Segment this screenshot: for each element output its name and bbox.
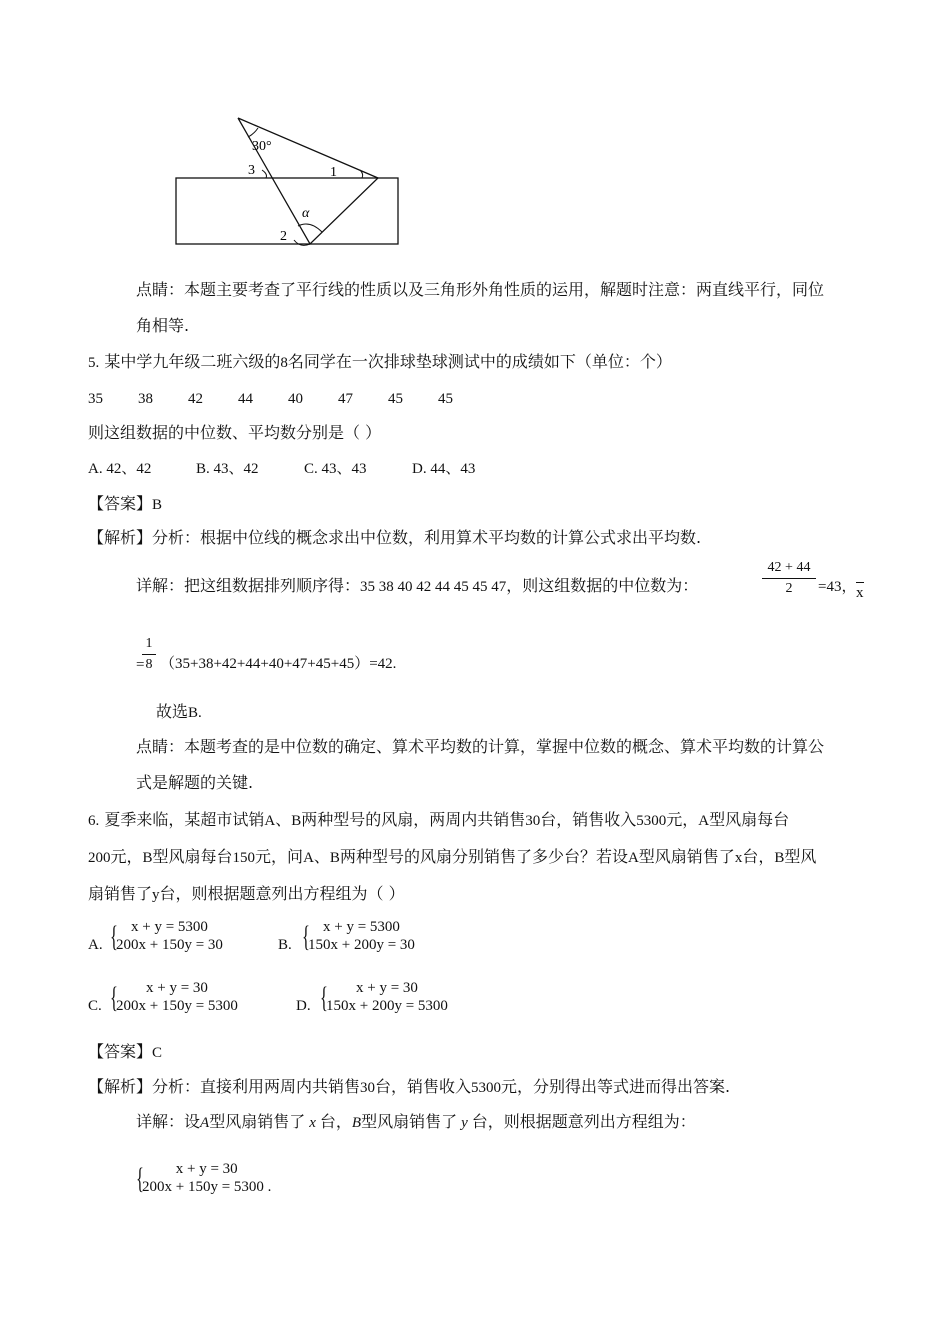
q4-comment-line2: 角相等. — [136, 316, 190, 335]
q6-analysis-n1: 30 — [360, 1080, 376, 1096]
q5-analysis-text: 分析：根据中位线的概念求出中位数，利用算术平均数的计算公式求出平均数. — [152, 528, 702, 547]
label-1: 1 — [330, 165, 337, 180]
q6-final-brace: { — [136, 1162, 144, 1195]
q5-data-1: 35 — [88, 391, 103, 407]
q5-detail-mid: ，则这组数据的中位数为： — [506, 576, 699, 595]
q6-detail-B: B — [351, 1115, 362, 1131]
q6-l3-t2: 台，则根据题意列出方程组为（ ） — [159, 884, 405, 903]
label-2: 2 — [280, 229, 287, 244]
q6-option-c-system — [116, 979, 238, 1015]
q5-data-4: 44 — [238, 391, 253, 407]
q6-analysis-n2: 5300 — [471, 1080, 502, 1096]
triangle — [238, 118, 378, 244]
q6-option-d-eq2: 150x + 200y = 5300 — [326, 998, 448, 1014]
q5-comment-line1: 点睛：本题考查的是中位数的确定、算术平均数的计算，掌握中位数的概念、算术平均数的计算公 — [136, 737, 825, 756]
angle-3-arc — [262, 170, 267, 178]
q6-answer-value: C — [152, 1045, 163, 1061]
geometry-figure — [170, 112, 410, 252]
q6-stem-line3 — [88, 884, 405, 904]
q6-l2-200: 200 — [88, 850, 111, 866]
q6-detail-y: y — [461, 1115, 468, 1131]
q5-data-6: 47 — [338, 391, 353, 407]
q6-option-a-eq1: x + y = 5300 — [131, 919, 208, 935]
q6-l1-sep: 、 — [275, 810, 292, 829]
q5-number: 5. — [88, 355, 100, 371]
q5-median-result: =43， — [818, 579, 857, 595]
q5-sorted-data: 35 38 40 42 44 45 45 47 — [360, 579, 507, 595]
q6-answer — [88, 1042, 162, 1062]
q6-option-d-system — [326, 979, 448, 1015]
q5-data-8: 45 — [438, 391, 453, 407]
q6-l2-t3: 元，问 — [255, 847, 304, 866]
q6-l2-A2: A — [627, 850, 639, 866]
q6-l2-A: A — [303, 850, 314, 866]
q6-l2-150: 150 — [232, 850, 256, 866]
q6-l1-text1: 夏季来临，某超市试销 — [104, 810, 265, 829]
q6-l1-text5: 型风扇每台 — [709, 810, 790, 829]
q5-choose — [156, 702, 202, 722]
q5-data-3: 42 — [188, 391, 203, 407]
q6-number: 6. — [88, 813, 100, 829]
q6-final-eq2-text: 200x + 150y = 5300 — [142, 1179, 264, 1195]
q5-choose-label: 故选 — [156, 702, 189, 721]
q5-data-5: 40 — [288, 391, 303, 407]
q6-analysis-a: 分析：直接利用两周内共销售 — [152, 1077, 361, 1096]
q6-l2-B: B — [142, 850, 153, 866]
q5-analysis — [88, 528, 701, 547]
q6-answer-label: 【答案】 — [88, 1042, 153, 1061]
q5-choose-value: B. — [188, 705, 202, 721]
q5-data-2: 38 — [138, 391, 153, 407]
q5-xbar — [856, 582, 864, 602]
q6-l1-B: B — [291, 813, 302, 829]
angle-30-arc — [248, 128, 258, 137]
q6-option-c-brace: { — [110, 981, 118, 1014]
q5-answer — [88, 494, 162, 514]
q5-stem-n: 8 — [280, 355, 288, 371]
q6-option-c-label: C. — [88, 998, 102, 1014]
q6-option-b-eq1: x + y = 5300 — [323, 919, 400, 935]
q5-mean-eq: = — [136, 657, 145, 673]
q6-l2-B2: B — [329, 850, 340, 866]
q5-mean-expression: （35+38+42+44+40+47+45+45）=42. — [160, 656, 397, 672]
q6-final-eq1: x + y = 30 — [175, 1161, 238, 1177]
q6-option-b-label: B. — [278, 937, 292, 953]
label-3: 3 — [248, 163, 255, 178]
q6-option-a-label: A. — [88, 937, 103, 953]
q5-frac-denominator: 2 — [785, 581, 793, 596]
q6-option-a-system — [116, 918, 223, 954]
q6-l1-30: 30 — [525, 813, 541, 829]
q5-mean-bar — [142, 654, 156, 655]
q5-data-7: 45 — [388, 391, 403, 407]
q5-frac-numerator: 42 + 44 — [767, 560, 811, 575]
q5-stem-text: 某中学九年级二班六级的 — [104, 352, 281, 371]
q6-final-eq2 — [142, 1178, 271, 1196]
q5-mean-denominator: 8 — [145, 657, 153, 672]
q6-option-d-brace: { — [320, 981, 328, 1014]
q6-option-a-eq2: 200x + 150y = 30 — [116, 937, 223, 953]
q5-stem — [88, 352, 672, 372]
q6-l2-sep: 、 — [313, 847, 330, 866]
q5-comment-line2: 式是解题的关键. — [136, 773, 254, 792]
q6-l1-text2: 两种型号的风扇，两周内共销售 — [301, 810, 526, 829]
q6-detail-d: 型风扇销售了 — [361, 1112, 458, 1131]
q6-option-b-system — [308, 918, 415, 954]
q6-option-c-eq1: x + y = 30 — [146, 980, 208, 996]
q6-final-dot: . — [267, 1179, 272, 1195]
q6-detail — [136, 1112, 696, 1132]
q5-detail-label: 详解：把这组数据排列顺序得： — [136, 576, 361, 595]
q6-stem-line1 — [88, 810, 789, 830]
q6-detail-a: 详解：设 — [136, 1112, 201, 1131]
q5-frac-bar — [762, 578, 816, 579]
q6-option-d-eq1: x + y = 30 — [356, 980, 418, 996]
q6-l3-y: y — [152, 887, 160, 903]
label-alpha: α — [302, 206, 310, 221]
q5-xbar-letter: x — [856, 585, 864, 601]
q5-answer-value: B — [152, 497, 163, 513]
q6-detail-A: A — [200, 1115, 210, 1131]
q5-median-fraction — [762, 560, 816, 597]
q6-analysis-c: 元，分别得出等式进而得出答案. — [501, 1077, 731, 1096]
rectangle — [176, 178, 398, 244]
q6-option-b-brace: { — [302, 920, 310, 953]
q6-l2-t1: 元， — [110, 847, 143, 866]
q6-detail-x: x — [309, 1115, 316, 1131]
q4-comment-line1: 点睛：本题主要考查了平行线的性质以及三角形外角性质的运用，解题时注意：两直线平行，同位 — [136, 280, 825, 299]
q6-l1-A2: A — [698, 813, 710, 829]
q5-options — [88, 460, 475, 478]
q6-analysis-b: 台，销售收入 — [375, 1077, 472, 1096]
q6-analysis-label: 【解析】 — [88, 1077, 153, 1096]
q6-l3-t1: 扇销售了 — [88, 884, 153, 903]
q5-mean-numerator: 1 — [145, 636, 153, 651]
q6-l1-text4: 元， — [666, 810, 699, 829]
q6-detail-e: 台，则根据题意列出方程组为： — [471, 1112, 696, 1131]
q6-l2-x: x — [734, 850, 743, 866]
q5-stem-tail: 名同学在一次排球垫球测试中的成绩如下（单位：个） — [287, 352, 672, 371]
q5-mean-fraction — [142, 636, 156, 673]
q6-l2-t5: 型风扇销售了 — [638, 847, 735, 866]
xbar-overline — [856, 582, 864, 583]
q5-analysis-label: 【解析】 — [88, 528, 153, 547]
q6-stem-line2 — [88, 847, 816, 867]
q5-option-d: D. 44、43 — [412, 461, 476, 477]
q6-l2-t2: 型风扇每台 — [152, 847, 233, 866]
q6-l2-B3: B — [774, 850, 785, 866]
q5-option-a: A. 42、42 — [88, 461, 152, 477]
q6-option-c-eq2: 200x + 150y = 5300 — [116, 998, 238, 1014]
q6-l1-5300: 5300 — [636, 813, 667, 829]
q6-option-a-brace: { — [110, 920, 118, 953]
q5-detail-line — [136, 576, 698, 596]
q6-l1-A: A — [264, 813, 276, 829]
q5-answer-label: 【答案】 — [88, 494, 153, 513]
q5-option-c: C. 43、43 — [304, 461, 367, 477]
q6-l2-t7: 型风 — [784, 847, 817, 866]
q6-detail-c: 台， — [319, 1112, 352, 1131]
q6-l2-t6: 台， — [742, 847, 775, 866]
q6-l2-t4: 两种型号的风扇分别销售了多少台？若设 — [339, 847, 628, 866]
q5-option-b: B. 43、42 — [196, 461, 259, 477]
q5-data-row — [88, 390, 488, 408]
q5-question: 则这组数据的中位数、平均数分别是（ ） — [88, 423, 382, 442]
q6-final-system — [142, 1160, 271, 1196]
q6-l1-text3: 台，销售收入 — [540, 810, 637, 829]
q6-detail-b: 型风扇销售了 — [209, 1112, 306, 1131]
q6-analysis — [88, 1077, 730, 1097]
q6-option-b-eq2: 150x + 200y = 30 — [308, 937, 415, 953]
label-30: 30° — [252, 139, 272, 154]
q6-option-d-label: D. — [296, 998, 311, 1014]
